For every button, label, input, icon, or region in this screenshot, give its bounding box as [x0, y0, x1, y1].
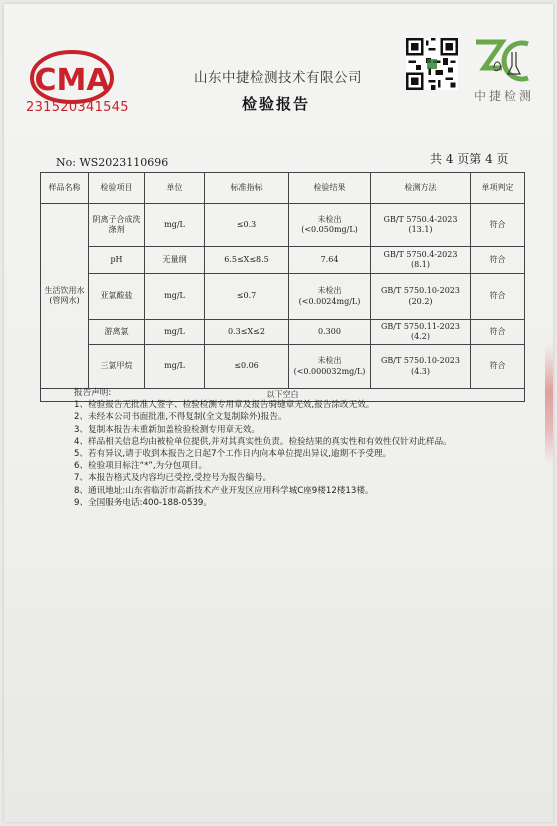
company-name: 山东中捷检测技术有限公司: [194, 70, 362, 86]
unit-cell: mg/L: [145, 345, 205, 389]
item-cell: pH: [89, 247, 145, 274]
zhongjie-logo: [472, 38, 534, 84]
judgement-cell: 符合: [471, 345, 525, 389]
standard-cell: ≤0.7: [205, 274, 289, 320]
method-cell: GB/T 5750.10-2023 (4.3): [371, 345, 471, 389]
item-cell: 三氯甲烷: [89, 345, 145, 389]
report-page: [4, 4, 553, 822]
header-judgement: 单项判定: [471, 173, 525, 204]
header-test-item: 检验项目: [89, 173, 145, 204]
report-statement: [74, 387, 452, 509]
statement-item: 7、本报告格式及内容均已受控,受控号为报告编号。: [74, 473, 272, 484]
table-header-row: [41, 173, 525, 204]
header-method: 检测方法: [371, 173, 471, 204]
method-cell: GB/T 5750.4-2023 (13.1): [371, 204, 471, 247]
unit-cell: mg/L: [145, 204, 205, 247]
result-cell: 未检出(<0.0024mg/L): [289, 274, 371, 320]
method-cell: GB/T 5750.11-2023 (4.2): [371, 320, 471, 345]
sample-name-cell: 生活饮用水(管网水): [41, 204, 89, 389]
cma-number: 231520341545: [26, 100, 129, 115]
statement-item: 3、复制本报告未重新加盖检验检测专用章无效。: [74, 424, 260, 435]
brand-name: 中捷检测: [474, 89, 535, 103]
method-cell: GB/T 5750.10-2023 (20.2): [371, 274, 471, 320]
unit-cell: mg/L: [145, 274, 205, 320]
seal-edge: [545, 344, 553, 464]
statement-item: 2、未经本公司书面批准,不得复制(全文复制除外)报告。: [74, 412, 287, 423]
statement-heading: 报告声明:: [74, 388, 112, 398]
header-unit: 单位: [145, 173, 205, 204]
header-standard: 标准指标: [205, 173, 289, 204]
end-note: 以下空白: [41, 389, 525, 402]
cma-logo-text: CMA: [34, 63, 110, 98]
judgement-cell: 符合: [471, 204, 525, 247]
judgement-cell: 符合: [471, 247, 525, 274]
method-cell: GB/T 5750.4-2023 (8.1): [371, 247, 471, 274]
table-row: [41, 345, 525, 389]
table-row: [41, 320, 525, 345]
unit-cell: mg/L: [145, 320, 205, 345]
cma-logo: [28, 48, 116, 104]
qr-code-icon: [406, 38, 458, 90]
document-title: 检验报告: [242, 95, 311, 113]
statement-item: 1、检验报告无批准人签字、检验检测专用章及报告骑缝章无效,报告涂改无效。: [74, 400, 375, 411]
header-result: 检验结果: [289, 173, 371, 204]
judgement-cell: 符合: [471, 274, 525, 320]
result-cell: 未检出(<0.050mg/L): [289, 204, 371, 247]
standard-cell: ≤0.3: [205, 204, 289, 247]
results-table: [40, 172, 525, 402]
statement-item: 8、通讯地址:山东省临沂市高新技术产业开发区应用科学城C座9楼12楼13楼。: [74, 485, 374, 496]
report-number: No: WS2023110696: [56, 156, 169, 169]
standard-cell: 0.3≤X≤2: [205, 320, 289, 345]
item-cell: 阴离子合成洗涤剂: [89, 204, 145, 247]
statement-item: 5、若有异议,请于收到本报告之日起7个工作日内向本单位提出异议,逾期不予受理。: [74, 449, 392, 460]
statement-item: 6、检验项目标注“*”,为分包项目。: [74, 461, 208, 472]
result-cell: 0.300: [289, 320, 371, 345]
statement-item: 9、全国服务电话:400-188-0539。: [74, 497, 212, 508]
page-info: 共 4 页第 4 页: [430, 152, 509, 166]
result-cell: 未检出(<0.000032mg/L): [289, 345, 371, 389]
result-cell: 7.64: [289, 247, 371, 274]
header-sample-name: 样品名称: [41, 173, 89, 204]
table-row: [41, 247, 525, 274]
table-row: [41, 274, 525, 320]
item-cell: 游离氯: [89, 320, 145, 345]
table-row: [41, 204, 525, 247]
standard-cell: 6.5≤X≤8.5: [205, 247, 289, 274]
unit-cell: 无量纲: [145, 247, 205, 274]
standard-cell: ≤0.06: [205, 345, 289, 389]
item-cell: 亚氯酸盐: [89, 274, 145, 320]
judgement-cell: 符合: [471, 320, 525, 345]
statement-item: 4、样品相关信息均由被检单位提供,并对其真实性负责。检验结果的真实性和有效性仅针对此样品。: [74, 436, 452, 447]
